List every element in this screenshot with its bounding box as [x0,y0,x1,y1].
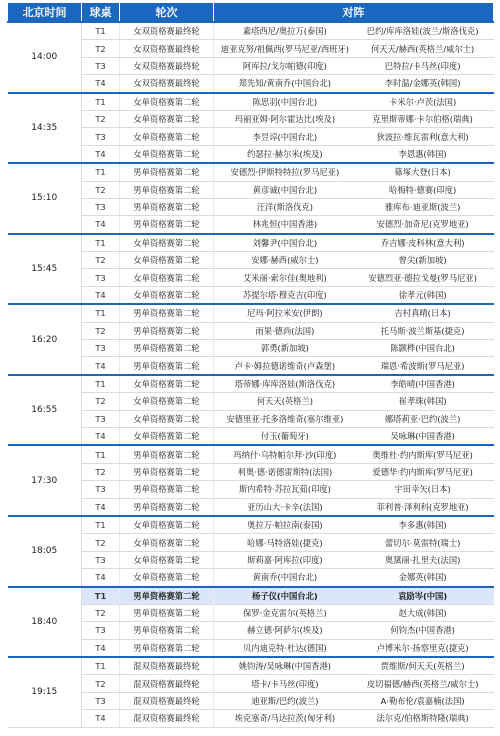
matchup [214,604,494,621]
matchup [214,57,494,74]
round-name: 男单资格赛第二轮 [120,498,214,516]
player-right: 克里斯蒂娜·卡尔伯格(瑞典) [372,114,473,125]
table-number: T4 [82,427,120,445]
player-right: 李恩惠(韩国) [398,148,447,159]
player-left: 李昱谆(中国台北) [252,131,318,142]
round-name: 男单资格赛第二轮 [120,587,214,605]
match-row [8,516,494,534]
matchup [214,375,494,393]
player-left: 迪亚斯/巴约(波兰) [251,696,319,707]
round-name: 男单资格赛第二轮 [120,304,214,322]
player-right: 卢博米尔·扬察里克(捷克) [376,642,469,653]
header-time: 北京时间 [8,3,82,23]
round-name: 女单资格赛第二轮 [120,375,214,393]
player-left: 约瑟拉·赫尔米(埃及) [247,148,323,159]
round-name: 女双资格赛最终轮 [120,22,214,40]
player-right: 李多惠(韩国) [398,520,447,531]
table-number: T3 [82,481,120,498]
player-right: 雅库布·迪亚斯(波兰) [384,202,461,213]
player-left: 安德烈·伊斯特特拉(罗马尼亚) [230,167,340,178]
matchup [214,481,494,498]
header-row [8,3,494,23]
table-number: T1 [82,657,120,675]
round-name: 男单资格赛第二轮 [120,463,214,480]
table-number: T4 [82,145,120,163]
round-name: 男单资格赛第二轮 [120,445,214,463]
player-right: 何天天/赫西(英格兰/威尔士) [370,43,475,54]
round-name: 男单资格赛第二轮 [120,198,214,215]
round-name: 女双资格赛最终轮 [120,57,214,74]
matchup [214,145,494,163]
table-number: T2 [82,393,120,410]
player-left: 艾米丽·索尔佳(奥地利) [242,272,327,283]
player-left: 亚历山大·卡辛(法国) [247,501,323,512]
table-number: T2 [82,534,120,551]
time-slot: 16:20 [8,304,82,375]
matchup [214,463,494,480]
round-name: 女单资格赛第二轮 [120,286,214,304]
player-left: 杨子仪(中国台北) [252,590,318,601]
player-left: 陈思羽(中国台北) [252,96,318,107]
time-slot: 18:40 [8,587,82,658]
matchup [214,393,494,410]
player-right: 蕾切尔·莫雷特(瑞士) [384,537,461,548]
player-left: 埃克塞奇/马达拉茨(匈牙利) [234,713,336,724]
round-name: 男单资格赛第二轮 [120,163,214,181]
round-name: 女单资格赛第二轮 [120,93,214,111]
table-number: T3 [82,410,120,427]
player-left: 姚钧涛/吴咏琳(中国香港) [238,661,331,672]
round-name: 女双资格赛最终轮 [120,40,214,57]
matchup [214,304,494,322]
round-name: 女单资格赛第二轮 [120,145,214,163]
matchup [214,93,494,111]
player-right: 奥维杜·约内斯库(罗马尼亚) [372,449,473,460]
round-name: 男单资格赛第二轮 [120,481,214,498]
player-left: 斯莉嘉·阿库拉(印度) [247,554,323,565]
player-right: 奥黛丽·扎里夫(法国) [384,554,461,565]
header-match: 对阵 [214,3,494,23]
round-name: 男单资格赛第二轮 [120,622,214,639]
player-left: 何天天(英格兰) [256,396,313,407]
matchup [214,710,494,727]
player-left: 赫立德·阿萨尔(埃及) [247,625,323,636]
round-name: 混双资格赛最终轮 [120,692,214,709]
table-number: T2 [82,463,120,480]
matchup [214,216,494,234]
table-number: T2 [82,40,120,57]
table-number: T3 [82,269,120,286]
player-left: 利奥·德·诺德雷斯特(法国) [237,466,333,477]
player-right: 巴特拉/卡马丝(印度) [384,60,461,71]
player-right: 金娜英(韩国) [398,572,447,583]
player-right: 哈梅特·德赛(印度) [389,184,457,195]
matchup [214,163,494,181]
player-right: 李皓晴(中国香港) [390,379,455,389]
table-number: T1 [82,163,120,181]
table-number: T4 [82,216,120,234]
round-name: 男单资格赛第二轮 [120,639,214,657]
matchup [214,75,494,93]
table-number: T1 [82,93,120,111]
table-number: T2 [82,675,120,692]
table-number: T1 [82,22,120,40]
player-left: 汪洋(斯洛伐克) [256,202,313,213]
time-slot: 16:55 [8,375,82,446]
player-left: 雨果·德尚(法国) [255,325,315,336]
table-number: T4 [82,357,120,375]
player-right: 皮切福德/赫西(英格兰/威尔士) [366,678,479,689]
matchup [214,622,494,639]
player-left: 玛纳什·乌特帕尔拜·沙(印度) [233,449,337,460]
player-right: 菲利普·泽利科(克罗地亚) [376,501,469,512]
player-right: 袁励岑(中国) [398,590,448,601]
player-left: 贝内迪克特·杜达(德国) [242,642,327,653]
player-right: 何钧杰(中国香港) [390,625,455,636]
matchup [214,675,494,692]
matchup [214,410,494,427]
match-row [8,22,494,40]
table-number: T3 [82,551,120,568]
player-right: 宇田幸矢(日本) [394,484,451,495]
round-name: 女单资格赛第二轮 [120,269,214,286]
round-name: 混双资格赛最终轮 [120,710,214,727]
round-name: 女单资格赛第二轮 [120,534,214,551]
player-left: 郑先知/黄南乔(中国台北) [238,78,331,89]
player-right: 托马斯·波兰斯基(捷克) [380,325,465,336]
player-right: 爱德华·约内斯库(罗马尼亚) [372,466,473,477]
player-left: 奥拉万·帕拉南(泰国) [247,520,323,531]
player-left: 尼玛·阿拉米安(伊朗) [247,308,323,319]
matchup [214,357,494,375]
table-number: T4 [82,498,120,516]
table-number: T3 [82,198,120,215]
player-right: A·勒布伦/袁嘉楠(法国) [380,696,465,707]
round-name: 男单资格赛第二轮 [120,357,214,375]
table-number: T1 [82,304,120,322]
table-number: T4 [82,569,120,587]
player-left: 迪亚克努/祖佩西(罗马尼亚/西班牙) [220,43,349,54]
player-right: 乔吉娜·皮科林(意大利) [380,237,465,248]
table-number: T2 [82,252,120,269]
schedule-table [7,2,494,728]
round-name: 男单资格赛第二轮 [120,322,214,339]
header-table: 球桌 [82,3,120,23]
table-number: T2 [82,181,120,198]
player-right: 安德烈亚·德拉戈曼(罗马尼亚) [368,272,477,283]
matchup [214,569,494,587]
round-name: 女单资格赛第二轮 [120,551,214,568]
matchup [214,181,494,198]
matchup [214,340,494,357]
player-left: 卢卡·姆拉德诺维奇(卢森堡) [234,360,336,371]
player-left: 安娜·赫西(威尔士) [251,255,319,266]
table-number: T1 [82,516,120,534]
player-right: 安德烈·加奇尼(克罗地亚) [376,219,469,230]
player-right: 篠塚大登(日本) [394,167,451,178]
round-name: 女单资格赛第二轮 [120,516,214,534]
time-slot: 19:15 [8,657,82,727]
time-slot: 14:00 [8,22,82,93]
matchup [214,692,494,709]
round-name: 女单资格赛第二轮 [120,252,214,269]
round-name: 女单资格赛第二轮 [120,410,214,427]
player-right: 狄波拉·维瓦雷利(意大利) [376,131,469,142]
matchup [214,110,494,127]
player-right: 卡米尔·卢茨(法国) [389,96,457,107]
player-right: 曾尖(新加坡) [398,255,447,266]
player-right: 娜塔莉亚·巴约(波兰) [384,413,461,424]
match-row [8,93,494,111]
table-number: T4 [82,286,120,304]
player-right: 崔孝珠(韩国) [398,396,447,407]
round-name: 女单资格赛第二轮 [120,128,214,145]
player-left: 保罗·金克雷尔(英格兰) [242,608,327,619]
match-row [8,304,494,322]
matchup [214,252,494,269]
match-row [8,657,494,675]
player-left: 付玉(葡萄牙) [260,431,309,442]
round-name: 女单资格赛第二轮 [120,569,214,587]
matchup [214,498,494,516]
player-right: 贾维斯/何天天(英格兰) [380,661,465,672]
table-number: T1 [82,375,120,393]
time-slot: 14:35 [8,93,82,164]
round-name: 男单资格赛第二轮 [120,216,214,234]
player-left: 郭勇(新加坡) [260,343,309,354]
matchup [214,269,494,286]
table-number: T1 [82,445,120,463]
matchup [214,40,494,57]
matchup [214,534,494,551]
matchup [214,445,494,463]
round-name: 男单资格赛第二轮 [120,604,214,621]
player-left: 玛丽亚姆·阿尔霍达比(埃及) [234,114,336,125]
player-left: 黄南乔(中国台北) [252,572,318,583]
matchup [214,657,494,675]
matchup [214,639,494,657]
player-left: 刘馨尹(中国台北) [252,237,318,248]
player-left: 林兆恒(中国香港) [252,219,318,230]
player-left: 斯内希特·苏拉瓦茹(印度) [238,484,331,495]
matchup [214,128,494,145]
match-row [8,163,494,181]
table-number: T3 [82,340,120,357]
player-left: 素塔西尼/奥拉万(泰国) [242,26,327,37]
table-number: T2 [82,322,120,339]
table-number: T1 [82,234,120,252]
match-row [8,375,494,393]
table-number: T2 [82,110,120,127]
player-right: 赵大成(韩国) [398,608,447,619]
player-right: 吉村真晴(日本) [394,308,451,319]
match-row [8,234,494,252]
player-left: 塔蒂娜·库库洛娃(斯洛伐克) [234,379,336,389]
matchup [214,322,494,339]
schedule-sheet [7,2,493,728]
time-slot: 18:05 [8,516,82,587]
matchup [214,427,494,445]
table-number: T3 [82,622,120,639]
round-name: 混双资格赛最终轮 [120,657,214,675]
matchup [214,22,494,40]
player-left: 塔卡/卡马丝(印度) [251,678,319,689]
schedule-body [8,22,494,727]
player-right: 徐孝元(韩国) [398,290,447,301]
round-name: 女单资格赛第二轮 [120,110,214,127]
matchup [214,516,494,534]
table-number: T4 [82,75,120,93]
round-name: 女单资格赛第二轮 [120,393,214,410]
round-name: 男单资格赛第二轮 [120,181,214,198]
matchup [214,234,494,252]
table-number: T4 [82,710,120,727]
match-row [8,587,494,605]
matchup [214,286,494,304]
player-left: 黄彦诚(中国台北) [252,184,318,195]
player-right: 瑞恩·希波斯(罗马尼亚) [380,360,465,371]
player-left: 安德里亚·托多洛维奇(塞尔维亚) [226,413,344,424]
round-name: 女单资格赛第二轮 [120,427,214,445]
table-number: T2 [82,604,120,621]
player-right: 法尔克/伯格斯特隆(瑞典) [376,713,469,724]
player-right: 李时温/金娜英(韩国) [384,78,461,89]
table-number: T1 [82,587,120,605]
player-left: 哈娜·马特洛娃(捷克) [247,537,323,548]
time-slot: 15:45 [8,234,82,305]
table-number: T3 [82,57,120,74]
player-left: 阿库拉/戈尔帕德(印度) [242,60,327,71]
matchup [214,198,494,215]
round-name: 男单资格赛第二轮 [120,340,214,357]
header-round: 轮次 [120,3,214,23]
player-right: 陈颢桦(中国台北) [390,343,455,354]
table-number: T3 [82,128,120,145]
player-right: 吴咏琳(中国香港) [390,431,455,442]
table-number: T3 [82,692,120,709]
round-name: 混双资格赛最终轮 [120,675,214,692]
matchup [214,551,494,568]
time-slot: 17:30 [8,445,82,516]
table-number: T4 [82,639,120,657]
round-name: 女单资格赛第二轮 [120,234,214,252]
matchup [214,587,494,605]
player-right: 巴约/库库洛娃(波兰/斯洛伐克) [366,26,479,37]
player-left: 苏提尔塔·穆克吉(印度) [242,290,327,301]
time-slot: 15:10 [8,163,82,234]
match-row [8,445,494,463]
round-name: 女双资格赛最终轮 [120,75,214,93]
